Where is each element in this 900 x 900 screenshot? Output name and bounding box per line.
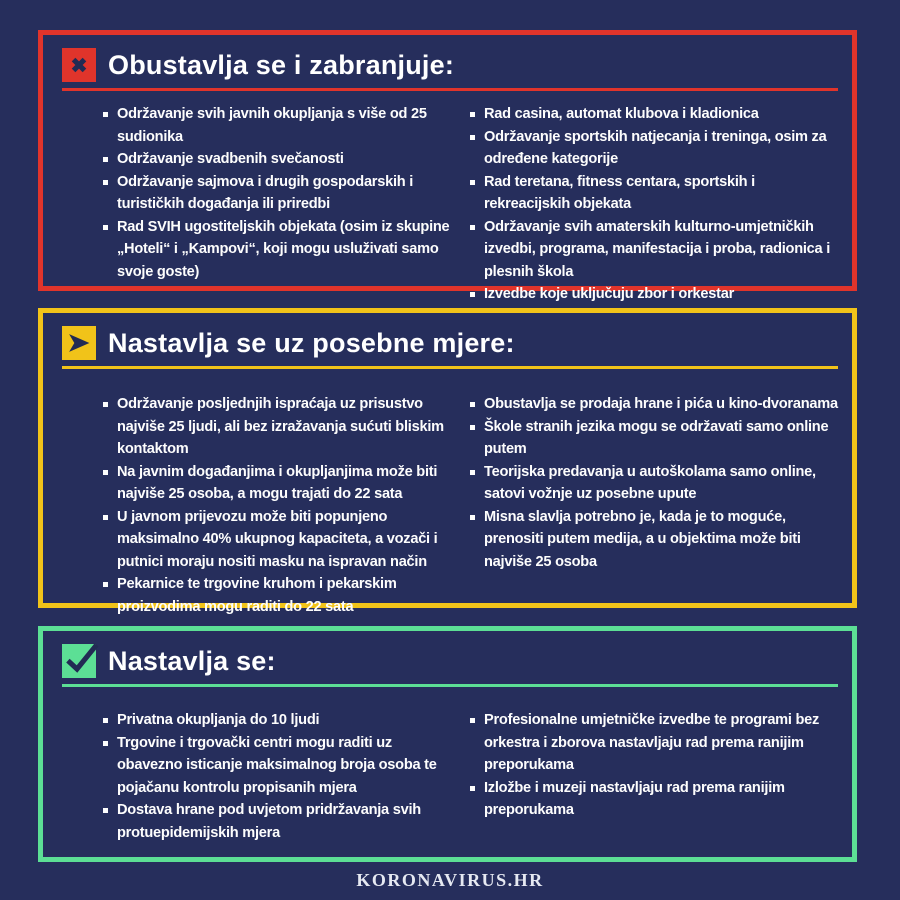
list-item: Rad casina, automat klubova i kladionica bbox=[470, 103, 842, 126]
section-special-measures-header bbox=[62, 326, 838, 369]
list-item: Trgovine i trgovački centri mogu raditi uz obavezno isticanje maksimalnog broja osoba te pojačanu kontrolu propisanih mjera bbox=[103, 732, 455, 800]
list-item: Izvedbe koje uključuju zbor i orkestar bbox=[470, 283, 842, 306]
prohibited-list-right bbox=[470, 103, 842, 306]
continues-list-left bbox=[103, 709, 455, 844]
list-item: Privatna okupljanja do 10 ljudi bbox=[103, 709, 455, 732]
list-item: Održavanje sajmova i drugih gospodarskih i turističkih događanja ili priredbi bbox=[103, 171, 455, 216]
section-title: Nastavlja se uz posebne mjere: bbox=[108, 327, 515, 358]
section-title: Obustavlja se i zabranjuje: bbox=[108, 49, 455, 80]
list-item: Održavanje sportskih natjecanja i treninga, osim za određene kategorije bbox=[470, 126, 842, 171]
section-continues-header bbox=[62, 644, 838, 687]
section-prohibited-columns bbox=[43, 103, 852, 306]
list-item: Pekarnice te trgovine kruhom i pekarskim proizvodima mogu raditi do 22 sata bbox=[103, 573, 455, 618]
list-item: Teorijska predavanja u autoškolama samo online, satovi vožnje uz posebne upute bbox=[470, 461, 842, 506]
section-continues-columns bbox=[43, 709, 852, 844]
section-prohibited-header bbox=[62, 48, 838, 91]
list-item: Održavanje svih javnih okupljanja s više od 25 sudionika bbox=[103, 103, 455, 148]
list-item: Rad teretana, fitness centara, sportskih i rekreacijskih objekata bbox=[470, 171, 842, 216]
list-item: Dostava hrane pod uvjetom pridržavanja svih protuepidemijskih mjera bbox=[103, 799, 455, 844]
section-continues bbox=[38, 626, 857, 862]
list-item: Na javnim događanjima i okupljanjima može biti najviše 25 osoba, a mogu trajati do 22 sata bbox=[103, 461, 455, 506]
list-item: Profesionalne umjetničke izvedbe te programi bez orkestra i zborova nastavljaju rad prema ranijim preporukama bbox=[470, 709, 842, 777]
special-measures-list-left bbox=[103, 393, 455, 618]
list-item: Održavanje svadbenih svečanosti bbox=[103, 148, 455, 171]
section-special-measures bbox=[38, 308, 857, 615]
list-item: Škole stranih jezika mogu se održavati samo online putem bbox=[470, 416, 842, 461]
continues-list-right bbox=[470, 709, 842, 844]
list-item: Održavanje svih amaterskih kulturno-umjetničkih izvedbi, programa, manifestacija i proba, radionica i plesnih škola bbox=[470, 216, 842, 284]
section-special-measures-columns bbox=[43, 393, 852, 618]
prohibited-list-left bbox=[103, 103, 455, 306]
list-item: Izložbe i muzeji nastavljaju rad prema ranijim preporukama bbox=[470, 777, 842, 822]
checkmark-icon bbox=[62, 644, 96, 678]
section-title: Nastavlja se: bbox=[108, 645, 276, 676]
list-item: Obustavlja se prodaja hrane i pića u kino-dvoranama bbox=[470, 393, 842, 416]
special-measures-list-right bbox=[470, 393, 842, 618]
x-cross-icon bbox=[62, 48, 96, 82]
footer-site-name: KORONAVIRUS.HR bbox=[356, 870, 544, 890]
list-item: Misna slavlja potrebno je, kada je to moguće, prenositi putem medija, a u objektima može biti najviše 25 osoba bbox=[470, 506, 842, 574]
list-item: U javnom prijevozu može biti popunjeno maksimalno 40% ukupnog kapaciteta, a vozači i putnici moraju nositi masku na ispravan način bbox=[103, 506, 455, 574]
list-item: Održavanje posljednjih ispraćaja uz prisustvo najviše 25 ljudi, ali bez izražavanja sućuti bliskim kontaktom bbox=[103, 393, 455, 461]
list-item: Rad SVIH ugostiteljskih objekata (osim iz skupine „Hoteli“ i „Kampovi“, koji mogu usluživati samo svoje goste) bbox=[103, 216, 455, 284]
arrow-right-icon bbox=[62, 326, 96, 360]
section-prohibited bbox=[38, 30, 857, 302]
